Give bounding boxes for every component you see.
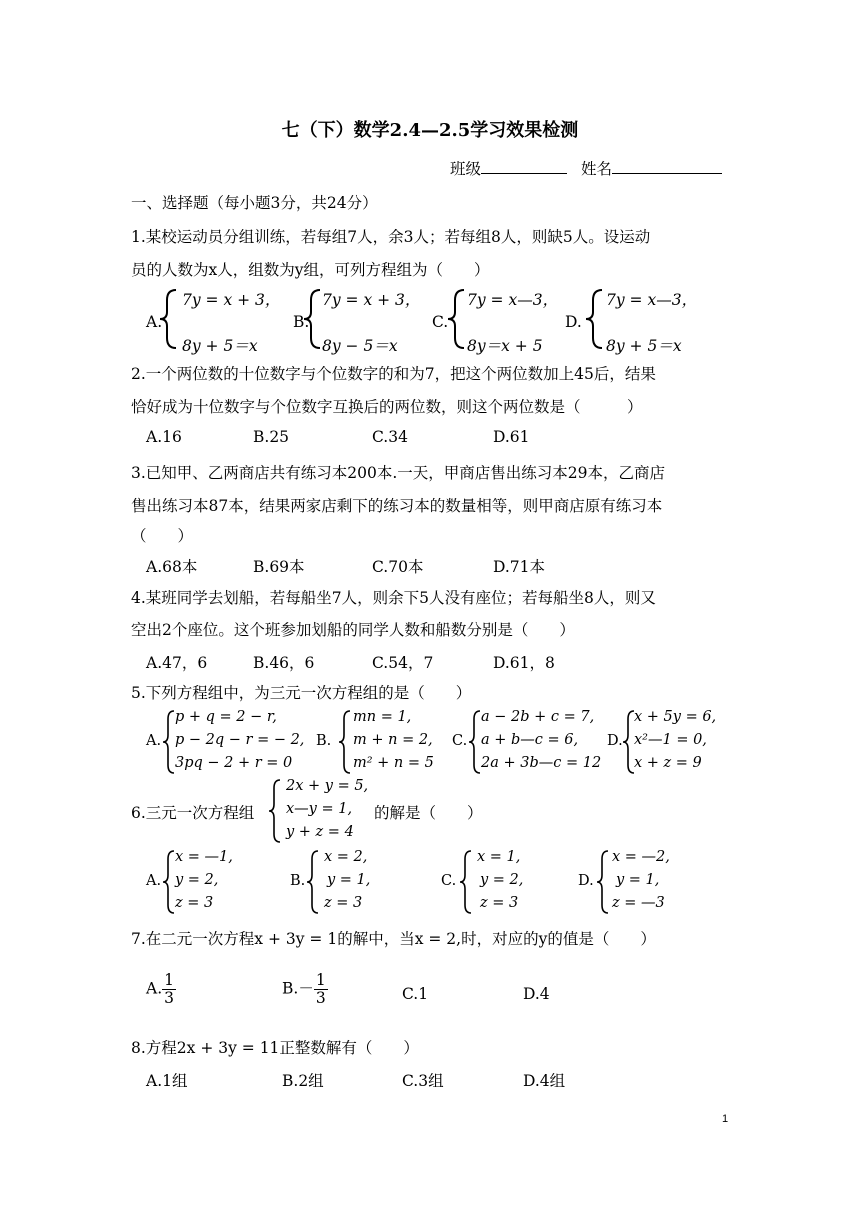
q6-option-d-eq1: x = —2,: [612, 849, 670, 865]
q6-option-d-eq3: z = —3: [612, 895, 665, 911]
q2-option-b[interactable]: B.25: [253, 428, 290, 446]
class-field: [450, 157, 567, 179]
class-blank[interactable]: [481, 159, 567, 174]
q1-option-a-eq1: 7y = x + 3，: [182, 291, 281, 309]
q6-option-d-eq2: y = 1,: [616, 872, 660, 888]
q8-option-a[interactable]: A.1组: [146, 1072, 188, 1090]
q5-option-c-eq2: a + b—c = 6,: [481, 732, 579, 748]
brace-icon: [468, 709, 482, 775]
q1-option-d-eq2: 8y + 5＝x: [606, 337, 682, 355]
q1-option-d-label[interactable]: D.: [565, 313, 582, 331]
q3-line2: 售出练习本87本，结果两家店剩下的练习本的数量相等，则甲商店原有练习本: [131, 497, 663, 515]
fraction: [162, 972, 176, 1007]
q2-option-a[interactable]: A.16: [146, 428, 182, 446]
q7-line1: 7.在二元一次方程x + 3y = 1的解中，当x = 2,时，对应的y的值是（ ）: [131, 930, 656, 948]
q7-option-d[interactable]: D.4: [523, 985, 550, 1003]
q5-option-b-eq1: mn = 1,: [353, 709, 412, 725]
q1-option-c-eq2: 8y＝x + 5: [467, 337, 543, 355]
q1-option-a-eq2: 8y + 5＝x: [182, 337, 258, 355]
q4-line2: 空出2个座位。这个班参加划船的同学人数和船数分别是（ ）: [131, 621, 575, 639]
q8-option-c[interactable]: C.3组: [402, 1072, 444, 1090]
q8-option-d[interactable]: D.4组: [523, 1072, 566, 1090]
q2-option-c[interactable]: C.34: [372, 428, 408, 446]
brace-icon: [446, 288, 468, 350]
q1-option-c-label[interactable]: C.: [432, 313, 449, 331]
q5-option-c-eq1: a − 2b + c = 7,: [481, 709, 595, 725]
brace-icon: [268, 778, 282, 844]
q6-prefix: 6.三元一次方程组: [131, 804, 255, 822]
q7-option-a[interactable]: [146, 972, 176, 1007]
q1-option-d-eq1: 7y = x—3，: [606, 291, 698, 309]
q2-line1: 2.一个两位数的十位数字与个位数字的和为7，把这个两位数加上45后，结果: [131, 365, 656, 383]
q6-option-b-eq3: z = 3: [324, 895, 363, 911]
brace-icon: [306, 849, 320, 915]
name-label: 姓名: [581, 160, 613, 178]
q2-line2: 恰好成为十位数字与个位数字互换后的两位数，则这个两位数是（ ）: [131, 398, 643, 416]
q4-option-b[interactable]: B.46，6: [253, 654, 315, 672]
q5-option-c-eq3: 2a + 3b—c = 12: [481, 755, 602, 771]
brace-icon: [584, 288, 606, 350]
q6-system-eq3: y + z = 4: [286, 824, 354, 840]
q5-option-b-label[interactable]: B.: [316, 733, 332, 749]
q3-option-d[interactable]: D.71本: [493, 558, 546, 576]
q4-option-a[interactable]: A.47，6: [146, 654, 208, 672]
q3-option-a[interactable]: A.68本: [146, 558, 198, 576]
page-title: 七（下）数学2.4—2.5学习效果检测: [281, 120, 579, 141]
brace-icon: [459, 849, 473, 915]
section-heading: 一、选择题（每小题3分，共24分）: [131, 194, 378, 212]
q6-system-eq1: 2x + y = 5,: [286, 778, 369, 794]
q1-option-b-label[interactable]: B.: [293, 313, 310, 331]
q6-suffix: 的解是（ ）: [374, 804, 483, 822]
q6-option-a-label[interactable]: A.: [146, 873, 162, 889]
q4-option-d[interactable]: D.61，8: [493, 654, 555, 672]
q3-option-c[interactable]: C.70本: [372, 558, 424, 576]
fraction-numerator: 1: [315, 971, 326, 989]
q7-option-b[interactable]: [282, 972, 328, 1007]
brace-icon: [162, 849, 176, 915]
q6-system-eq2: x—y = 1,: [286, 801, 353, 817]
q6-option-b-eq1: x = 2,: [324, 849, 368, 865]
q1-line2: 员的人数为x人，组数为y组，可列方程组为（ ）: [131, 261, 490, 279]
q5-option-a-eq2: p − 2q − r = − 2,: [175, 732, 305, 748]
q5-option-d-eq1: x + 5y = 6,: [634, 709, 717, 725]
q3-line1: 3.已知甲、乙两商店共有练习本200本.一天，甲商店售出练习本29本，乙商店: [131, 464, 666, 482]
q6-option-b-label[interactable]: B.: [290, 873, 306, 889]
q2-option-d[interactable]: D.61: [493, 428, 530, 446]
name-field: [581, 157, 722, 179]
brace-icon: [302, 288, 324, 350]
q5-option-b-eq2: m + n = 2,: [353, 732, 433, 748]
q4-option-c[interactable]: C.54，7: [372, 654, 434, 672]
fraction-denominator: 3: [315, 989, 326, 1008]
q8-line1: 8.方程2x + 3y = 11正整数解有（ ）: [131, 1039, 419, 1057]
q1-option-c-eq1: 7y = x—3，: [467, 291, 559, 309]
q4-line1: 4.某班同学去划船，若每船坐7人，则余下5人没有座位；若每船坐8人，则又: [131, 589, 656, 607]
q6-option-d-label[interactable]: D.: [578, 873, 594, 889]
q7-option-b-label: B.－: [282, 979, 314, 998]
name-blank[interactable]: [612, 159, 722, 174]
q1-option-b-eq2: 8y − 5＝x: [322, 337, 398, 355]
q5-line1: 5.下列方程组中，为三元一次方程组的是（ ）: [131, 684, 472, 702]
brace-icon: [338, 709, 352, 775]
fraction-numerator: 1: [164, 971, 174, 989]
q1-option-b-eq1: 7y = x + 3，: [322, 291, 421, 309]
q5-option-c-label[interactable]: C.: [452, 733, 468, 749]
q5-option-b-eq3: m² + n = 5: [353, 755, 434, 771]
q5-option-a-eq3: 3pq − 2 + r = 0: [175, 755, 293, 771]
q5-option-d-label[interactable]: D.: [607, 733, 623, 749]
q5-option-a-label[interactable]: A.: [146, 733, 162, 749]
q5-option-d-eq3: x + z = 9: [634, 755, 702, 771]
q7-option-a-label: A.: [146, 979, 163, 998]
q6-option-b-eq2: y = 1,: [327, 872, 371, 888]
q6-option-a-eq3: z = 3: [175, 895, 214, 911]
brace-icon: [162, 709, 176, 775]
q3-line3: （ ）: [131, 527, 194, 545]
q6-option-c-label[interactable]: C.: [441, 873, 457, 889]
q6-option-c-eq2: y = 2,: [480, 872, 524, 888]
class-label: 班级: [450, 160, 482, 178]
q6-option-a-eq2: y = 2,: [175, 872, 219, 888]
q6-option-a-eq1: x = —1,: [175, 849, 233, 865]
q3-option-b[interactable]: B.69本: [253, 558, 305, 576]
fraction-denominator: 3: [164, 989, 174, 1008]
page-number: 1: [722, 1113, 729, 1125]
q6-option-c-eq3: z = 3: [480, 895, 519, 911]
q1-option-a-label[interactable]: A.: [146, 313, 163, 331]
q8-option-b[interactable]: B.2组: [282, 1072, 324, 1090]
q1-line1: 1.某校运动员分组训练，若每组7人，余3人；若每组8人，则缺5人。设运动: [131, 228, 651, 246]
fraction: [314, 972, 328, 1007]
q7-option-c[interactable]: C.1: [402, 985, 429, 1003]
q5-option-a-eq1: p + q = 2 − r,: [175, 709, 277, 725]
brace-icon: [158, 288, 180, 350]
q5-option-d-eq2: x²—1 = 0,: [634, 732, 707, 748]
q6-option-c-eq1: x = 1,: [477, 849, 521, 865]
brace-icon: [596, 849, 610, 915]
